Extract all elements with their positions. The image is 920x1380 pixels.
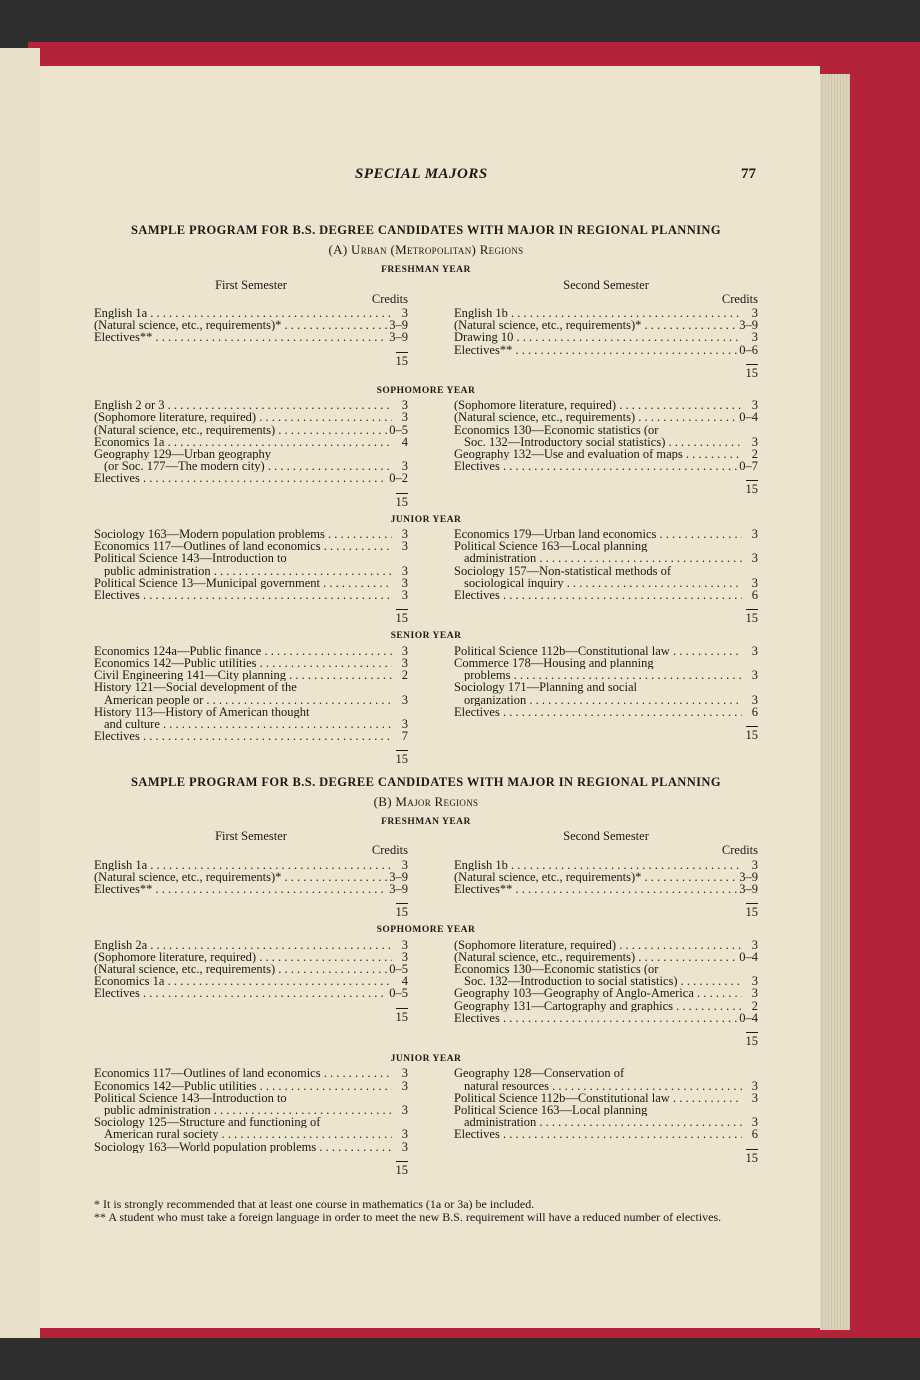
- course-row: [454, 859, 758, 871]
- total-value: 15: [395, 1162, 408, 1177]
- course-name: Geography 132—Use and evaluation of maps . . .: [454, 448, 742, 460]
- course-row: [454, 657, 758, 669]
- second-semester-column: [454, 279, 758, 379]
- course-name: English 1b . . .: [454, 307, 742, 319]
- second-semester-column: [454, 830, 758, 918]
- course-credits: 3: [751, 527, 758, 542]
- course-name: (Natural science, etc., requirements)* . . .: [94, 319, 387, 331]
- course-credits: 3: [401, 563, 408, 578]
- course-name: Civil Engineering 141—City planning . . .: [94, 669, 392, 681]
- course-row: [454, 424, 758, 436]
- course-name: Electives** . . .: [94, 331, 387, 343]
- course-name: Soc. 132—Introductory social statistics) . . .: [454, 436, 742, 448]
- course-credits: 3: [401, 410, 408, 425]
- course-credits: 3: [401, 937, 408, 952]
- year-label: FRESHMAN YEAR: [381, 816, 471, 827]
- second-semester-column: [454, 645, 758, 766]
- course-row: [94, 448, 408, 460]
- course-row: [94, 424, 408, 436]
- course-name: (Natural science, etc., requirements) . . .: [454, 411, 737, 423]
- course-credits: 0–4: [739, 949, 758, 964]
- first-semester-column: [94, 528, 408, 624]
- year-columns: [94, 645, 758, 766]
- course-row: [94, 399, 408, 411]
- course-name: Economics 1a . . .: [94, 975, 392, 987]
- credits-heading: Credits: [721, 843, 758, 858]
- total-value: 15: [745, 611, 758, 626]
- course-row: [454, 448, 758, 460]
- course-name: Sociology 163—World population problems . . .: [94, 1141, 392, 1153]
- course-credits: 3: [401, 1078, 408, 1093]
- semester-total: [94, 493, 408, 508]
- course-name: administration . . .: [454, 552, 742, 564]
- course-credits: 3: [401, 857, 408, 872]
- course-credits: 3: [401, 643, 408, 658]
- course-name: (Natural science, etc., requirements) . . .: [94, 424, 387, 436]
- course-row: [94, 871, 408, 883]
- year-columns: [94, 1067, 758, 1176]
- year-label: SENIOR YEAR: [390, 631, 462, 642]
- first-semester-column: [94, 1067, 408, 1176]
- course-name: Political Science 13—Municipal government . . .: [94, 577, 392, 589]
- course-credits: 3: [751, 1115, 758, 1130]
- course-name: Political Science 163—Local planning: [454, 1103, 648, 1117]
- course-credits: 0–5: [389, 961, 408, 976]
- total-value: 15: [395, 752, 408, 767]
- total-value: 15: [395, 353, 408, 368]
- total-value: 15: [745, 905, 758, 920]
- course-row: [94, 436, 408, 448]
- course-credits: 3: [751, 668, 758, 683]
- course-name: Electives . . .: [94, 987, 387, 999]
- course-name: (Sophomore literature, required) . . .: [454, 939, 742, 951]
- year-label: FRESHMAN YEAR: [381, 265, 471, 276]
- course-credits: 3: [751, 937, 758, 952]
- course-row: [454, 883, 758, 895]
- course-name: Electives . . .: [94, 730, 392, 742]
- course-row: [94, 883, 408, 895]
- course-row: [94, 1104, 408, 1116]
- semester-total: [454, 609, 758, 624]
- course-name: English 2a . . .: [94, 939, 392, 951]
- program-section: [94, 224, 758, 766]
- course-name: administration . . .: [454, 1116, 742, 1128]
- course-name: Electives** . . .: [94, 883, 387, 895]
- course-credits: 3–9: [739, 869, 758, 884]
- course-credits: 3: [401, 1066, 408, 1081]
- course-row: [454, 975, 758, 987]
- course-credits: 3–9: [389, 318, 408, 333]
- course-name: Sociology 125—Structure and functioning of: [94, 1116, 321, 1129]
- course-row: [94, 669, 408, 681]
- course-name: Electives . . .: [94, 589, 392, 601]
- course-row: [454, 528, 758, 540]
- course-name: (or Soc. 177—The modern city) . . .: [94, 460, 392, 472]
- course-name: (Natural science, etc., requirements) . . .: [94, 963, 387, 975]
- course-name: Geography 103—Geography of Anglo-America . . .: [454, 987, 742, 999]
- course-row: [94, 577, 408, 589]
- course-row: [94, 951, 408, 963]
- course-row: [94, 319, 408, 331]
- course-name: American people or . . .: [94, 694, 392, 706]
- course-credits: 0–6: [739, 342, 758, 357]
- course-row: [454, 871, 758, 883]
- course-name: Economics 124a—Public finance . . .: [94, 645, 392, 657]
- course-name: Economics 179—Urban land economics . . .: [454, 528, 742, 540]
- section-subtitle: (B) Major Regions: [373, 793, 479, 809]
- course-credits: 0–4: [739, 1010, 758, 1025]
- first-semester-column: [94, 645, 408, 766]
- year-columns: [94, 279, 758, 379]
- course-row: [454, 963, 758, 975]
- course-credits: 3: [751, 986, 758, 1001]
- semester-total: [94, 1008, 408, 1023]
- course-name: English 1a . . .: [94, 859, 392, 871]
- course-row: [94, 718, 408, 730]
- semester-heading: Second Semester: [563, 277, 649, 292]
- course-row: [454, 1092, 758, 1104]
- course-credits: 3: [751, 306, 758, 321]
- course-credits: 0–7: [739, 459, 758, 474]
- course-name: Political Science 143—Introduction to: [94, 1091, 287, 1104]
- footnotes: [94, 1198, 758, 1224]
- course-credits: 6: [751, 588, 758, 603]
- footnote: * It is strongly recommended that at least one course in mathematics (1a or 3a) be included.: [94, 1197, 535, 1211]
- course-credits: 6: [751, 1127, 758, 1142]
- credits-heading: Credits: [371, 291, 408, 306]
- course-credits: 3–9: [389, 881, 408, 896]
- course-credits: 3: [401, 1127, 408, 1142]
- course-name: (Sophomore literature, required) . . .: [94, 951, 392, 963]
- course-credits: 3: [401, 716, 408, 731]
- course-credits: 3–9: [739, 881, 758, 896]
- year-columns: [94, 399, 758, 508]
- course-row: [454, 540, 758, 552]
- first-semester-column: [94, 399, 408, 508]
- course-row: [94, 1141, 408, 1153]
- course-credits: 4: [401, 434, 408, 449]
- credits-heading: Credits: [721, 291, 758, 306]
- section-title: SAMPLE PROGRAM FOR B.S. DEGREE CANDIDATES WITH MAJOR IN REGIONAL PLANNING: [131, 774, 721, 789]
- course-credits: 3: [751, 434, 758, 449]
- course-credits: 3: [751, 643, 758, 658]
- course-name: Sociology 157—Non-statistical methods of: [454, 564, 671, 577]
- course-row: [94, 565, 408, 577]
- year-label: JUNIOR YEAR: [390, 514, 462, 525]
- course-row: [94, 730, 408, 742]
- year-columns: [94, 939, 758, 1048]
- course-name: American rural society . . .: [94, 1128, 392, 1140]
- course-row: [454, 399, 758, 411]
- semester-heading: First Semester: [215, 277, 287, 292]
- course-name: Soc. 132—Introduction to social statistics) . . .: [454, 975, 742, 987]
- course-name: Electives . . .: [454, 460, 737, 472]
- course-row: [94, 528, 408, 540]
- year-columns: [94, 830, 758, 918]
- course-row: [454, 331, 758, 343]
- course-row: [454, 307, 758, 319]
- year-label: JUNIOR YEAR: [390, 1054, 462, 1065]
- course-row: [454, 411, 758, 423]
- course-name: Drawing 10 . . .: [454, 331, 742, 343]
- total-value: 15: [395, 611, 408, 626]
- course-name: and culture . . .: [94, 718, 392, 730]
- course-name: Economics 142—Public utilities . . .: [94, 1080, 392, 1092]
- semester-total: [454, 364, 758, 379]
- course-credits: 3: [751, 575, 758, 590]
- course-credits: 3: [401, 692, 408, 707]
- course-row: [94, 552, 408, 564]
- course-credits: 3: [401, 539, 408, 554]
- course-credits: 0–5: [389, 422, 408, 437]
- course-name: Electives . . .: [454, 589, 742, 601]
- course-row: [454, 1116, 758, 1128]
- course-name: Geography 129—Urban geography: [94, 448, 272, 461]
- credits-heading: Credits: [371, 843, 408, 858]
- course-row: [94, 589, 408, 601]
- course-row: [94, 694, 408, 706]
- course-row: [94, 1116, 408, 1128]
- course-row: [94, 1080, 408, 1092]
- course-credits: 4: [401, 974, 408, 989]
- course-credits: 3: [401, 1102, 408, 1117]
- semester-total: [94, 1161, 408, 1176]
- page-stack-edge: [820, 74, 850, 1330]
- course-row: [454, 589, 758, 601]
- footnote: ** A student who must take a foreign language in order to meet the new B.S. requirement will have a reduced number of electives.: [94, 1210, 722, 1224]
- year-label: SOPHOMORE YEAR: [376, 386, 476, 397]
- course-row: [94, 859, 408, 871]
- course-row: [454, 939, 758, 951]
- course-credits: 2: [401, 668, 408, 683]
- semester-total: [454, 726, 758, 741]
- course-credits: 6: [751, 704, 758, 719]
- total-value: 15: [395, 905, 408, 920]
- course-credits: 3: [401, 575, 408, 590]
- course-row: [454, 319, 758, 331]
- course-name: Electives . . .: [454, 706, 742, 718]
- course-name: History 121—Social development of the: [94, 681, 297, 694]
- course-credits: 3: [751, 692, 758, 707]
- course-credits: 3: [751, 330, 758, 345]
- course-row: [94, 645, 408, 657]
- course-row: [454, 645, 758, 657]
- course-name: (Sophomore literature, required) . . .: [454, 399, 742, 411]
- course-name: (Natural science, etc., requirements)* . . .: [94, 871, 387, 883]
- course-credits: 3: [751, 551, 758, 566]
- total-value: 15: [395, 1009, 408, 1024]
- course-name: Political Science 143—Introduction to: [94, 552, 287, 565]
- course-row: [454, 1128, 758, 1140]
- section-title: SAMPLE PROGRAM FOR B.S. DEGREE CANDIDATES WITH MAJOR IN REGIONAL PLANNING: [131, 223, 721, 237]
- course-name: Political Science 163—Local planning: [454, 540, 648, 553]
- course-name: Electives . . .: [94, 472, 387, 484]
- semester-total: [94, 750, 408, 765]
- semester-heading: Second Semester: [563, 829, 649, 844]
- course-name: Electives** . . .: [454, 344, 737, 356]
- first-semester-column: [94, 830, 408, 918]
- total-value: 15: [745, 365, 758, 380]
- course-name: Economics 117—Outlines of land economics . . .: [94, 1067, 392, 1079]
- course-row: [454, 565, 758, 577]
- course-name: English 1b . . .: [454, 859, 742, 871]
- course-name: Commerce 178—Housing and planning: [454, 656, 654, 670]
- course-name: Electives** . . .: [454, 883, 737, 895]
- total-value: 15: [745, 1033, 758, 1048]
- course-row: [94, 1128, 408, 1140]
- second-semester-column: [454, 1067, 758, 1176]
- course-row: [94, 681, 408, 693]
- second-semester-column: [454, 528, 758, 624]
- course-name: English 1a . . .: [94, 307, 392, 319]
- course-name: (Natural science, etc., requirements) . . .: [454, 951, 737, 963]
- course-row: [94, 1092, 408, 1104]
- total-value: 15: [395, 494, 408, 509]
- course-row: [454, 460, 758, 472]
- course-credits: 3: [401, 527, 408, 542]
- course-name: organization . . .: [454, 694, 742, 706]
- semester-total: [454, 1032, 758, 1047]
- course-row: [94, 1067, 408, 1079]
- second-semester-column: [454, 939, 758, 1048]
- course-credits: 2: [751, 998, 758, 1013]
- course-row: [454, 987, 758, 999]
- course-name: public administration . . .: [94, 1104, 392, 1116]
- course-row: [94, 331, 408, 343]
- course-credits: 3: [751, 1078, 758, 1093]
- year-columns: [94, 528, 758, 624]
- course-name: (Natural science, etc., requirements)* . . .: [454, 871, 737, 883]
- running-header: [40, 166, 820, 190]
- course-name: Economics 117—Outlines of land economics . . .: [94, 540, 392, 552]
- semester-total: [454, 903, 758, 918]
- course-name: Geography 131—Cartography and graphics . . .: [454, 1000, 742, 1012]
- first-semester-column: [94, 939, 408, 1048]
- course-credits: 3: [401, 306, 408, 321]
- running-head-title: SPECIAL MAJORS: [355, 166, 488, 182]
- course-row: [454, 577, 758, 589]
- program-section: [94, 776, 758, 1176]
- course-credits: 0–5: [389, 986, 408, 1001]
- course-credits: 3–9: [389, 330, 408, 345]
- course-row: [454, 681, 758, 693]
- course-row: [94, 987, 408, 999]
- course-row: [454, 552, 758, 564]
- course-name: Sociology 171—Planning and social: [454, 681, 637, 694]
- course-name: Economics 130—Economic statistics (or: [454, 423, 659, 436]
- course-name: Economics 130—Economic statistics (or: [454, 962, 659, 976]
- page-content: [94, 222, 758, 1224]
- course-row: [94, 472, 408, 484]
- course-row: [454, 1012, 758, 1024]
- course-row: [454, 669, 758, 681]
- course-name: public administration . . .: [94, 565, 392, 577]
- course-row: [94, 540, 408, 552]
- course-row: [94, 411, 408, 423]
- course-row: [94, 975, 408, 987]
- course-name: Geography 128—Conservation of: [454, 1067, 625, 1080]
- course-credits: 3: [401, 398, 408, 413]
- course-credits: 0–2: [389, 471, 408, 486]
- course-row: [94, 939, 408, 951]
- semester-total: [94, 352, 408, 367]
- total-value: 15: [745, 727, 758, 742]
- course-row: [454, 1000, 758, 1012]
- course-name: Sociology 163—Modern population problems . . .: [94, 528, 392, 540]
- section-subtitle: (A) Urban (Metropolitan) Regions: [328, 242, 524, 258]
- course-credits: 3: [751, 398, 758, 413]
- semester-total: [94, 609, 408, 624]
- course-name: Economics 142—Public utilities . . .: [94, 657, 392, 669]
- course-credits: 2: [751, 447, 758, 462]
- course-row: [454, 436, 758, 448]
- first-semester-column: [94, 279, 408, 379]
- course-credits: 3: [751, 1090, 758, 1105]
- course-row: [94, 963, 408, 975]
- course-row: [454, 951, 758, 963]
- course-name: sociological inquiry . . .: [454, 577, 742, 589]
- semester-total: [94, 903, 408, 918]
- page-number: 77: [741, 166, 756, 182]
- course-row: [94, 657, 408, 669]
- course-credits: 3: [401, 949, 408, 964]
- course-name: Electives . . .: [454, 1128, 742, 1140]
- course-row: [94, 307, 408, 319]
- semester-heading: First Semester: [215, 829, 287, 844]
- course-row: [454, 1067, 758, 1079]
- course-credits: 3: [751, 857, 758, 872]
- course-name: Economics 1a . . .: [94, 436, 392, 448]
- course-row: [454, 694, 758, 706]
- course-row: [454, 706, 758, 718]
- course-name: (Natural science, etc., requirements)* . . .: [454, 319, 737, 331]
- course-credits: 3: [401, 655, 408, 670]
- course-credits: 3–9: [739, 318, 758, 333]
- course-name: Electives . . .: [454, 1012, 737, 1024]
- course-name: Political Science 112b—Constitutional law . . .: [454, 645, 742, 657]
- facing-page-edge: [0, 48, 40, 1338]
- course-row: [454, 1104, 758, 1116]
- second-semester-column: [454, 399, 758, 508]
- course-name: Political Science 112b—Constitutional law . . .: [454, 1092, 742, 1104]
- course-credits: 3: [401, 1139, 408, 1154]
- course-name: problems . . .: [454, 669, 742, 681]
- semester-total: [454, 1149, 758, 1164]
- course-name: (Sophomore literature, required) . . .: [94, 411, 392, 423]
- course-row: [94, 706, 408, 718]
- course-name: natural resources . . .: [454, 1080, 742, 1092]
- course-credits: 3: [401, 459, 408, 474]
- course-row: [454, 344, 758, 356]
- course-name: English 2 or 3 . . .: [94, 399, 392, 411]
- course-credits: 7: [401, 729, 408, 744]
- course-credits: 3: [751, 974, 758, 989]
- year-label: SOPHOMORE YEAR: [376, 925, 476, 936]
- course-name: History 113—History of American thought: [94, 705, 310, 718]
- course-row: [454, 1080, 758, 1092]
- course-row: [94, 460, 408, 472]
- course-credits: 0–4: [739, 410, 758, 425]
- total-value: 15: [745, 482, 758, 497]
- total-value: 15: [745, 1150, 758, 1165]
- semester-total: [454, 480, 758, 495]
- course-credits: 3–9: [389, 869, 408, 884]
- course-credits: 3: [401, 588, 408, 603]
